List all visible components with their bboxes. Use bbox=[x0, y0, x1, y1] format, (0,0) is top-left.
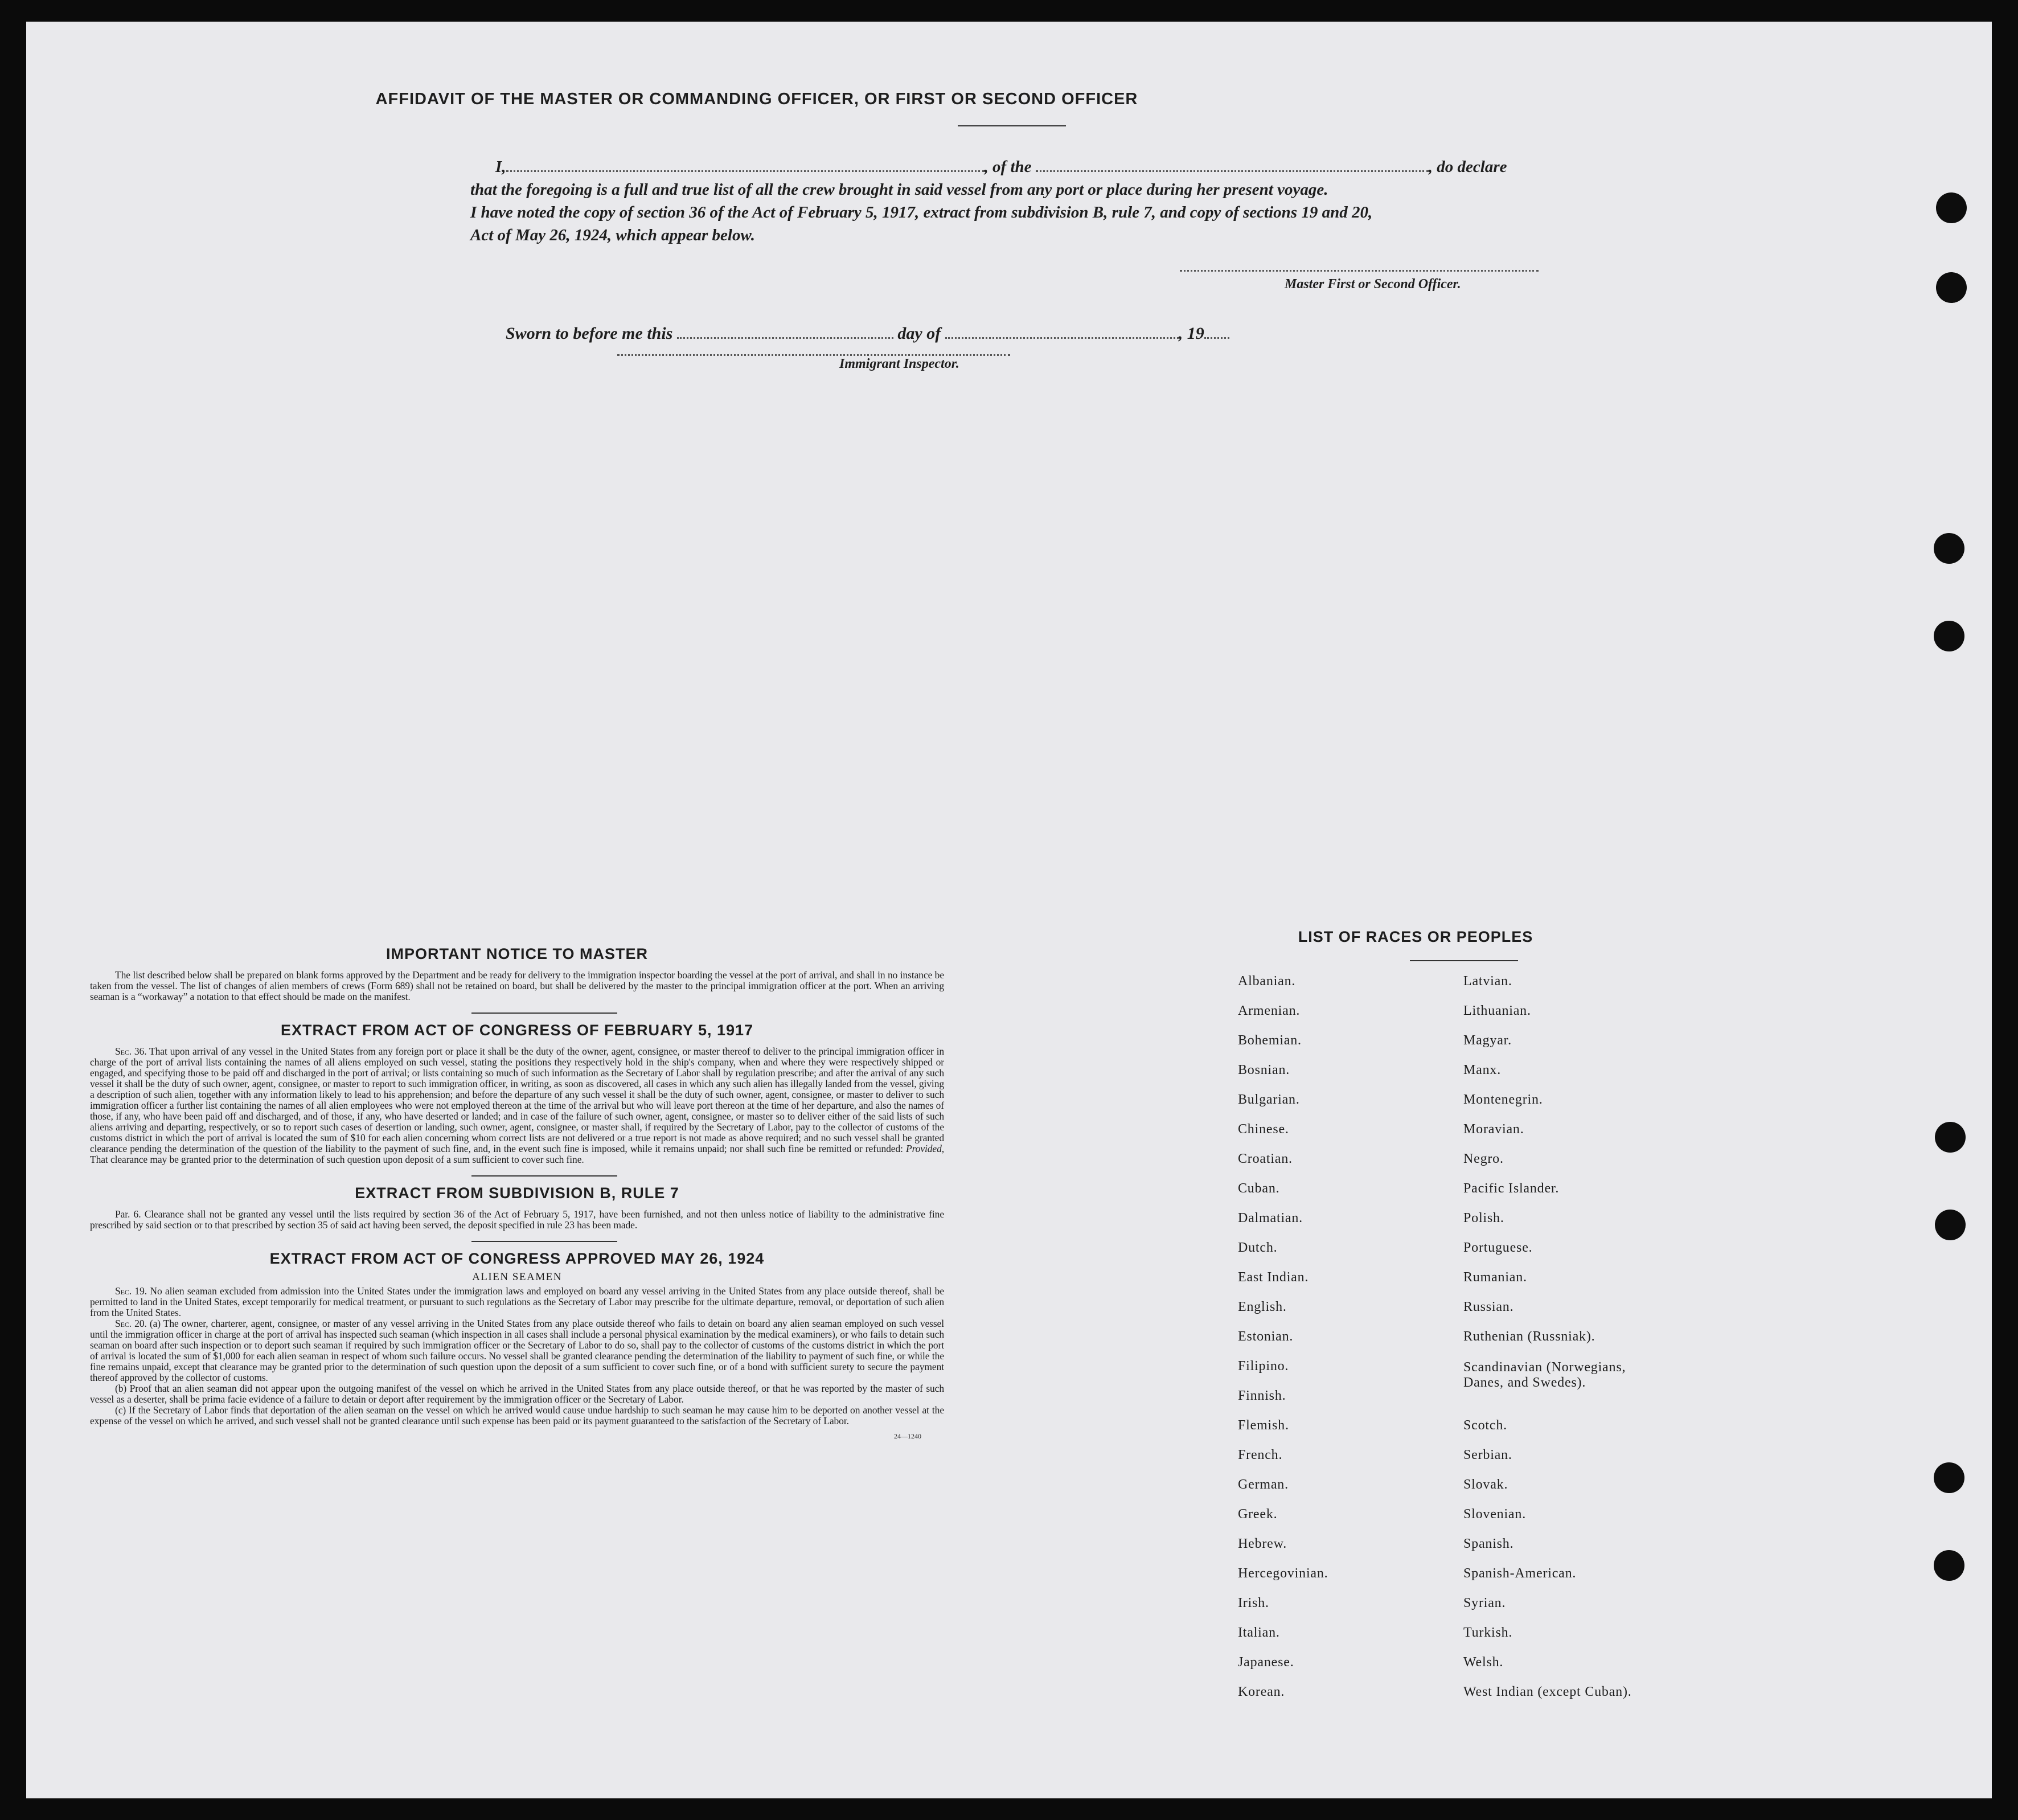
rule7-paragraph: Par. 6. Clearance shall not be granted any vessel until the lists required by section 36 of the Act of February 5, 1917, have been furnished, and not then unless notice of liability to the administrative fine prescribed by said section or to that prescribed by section 35 of said act having been served, the deposit specified in rule 23 has been made. bbox=[90, 1208, 944, 1231]
race-right: Manx. bbox=[1463, 1063, 1501, 1077]
race-right: Scandinavian (Norwegians, Danes, and Swedes). bbox=[1463, 1360, 1626, 1390]
race-right: Spanish. bbox=[1463, 1536, 1514, 1551]
race-left: Estonian. bbox=[1238, 1329, 1294, 1344]
race-left: Irish. bbox=[1238, 1596, 1269, 1610]
sec-19-label: Sec. 19. bbox=[115, 1285, 147, 1297]
races-rule bbox=[1410, 960, 1518, 961]
sec-36-text: That upon arrival of any vessel in the United States from any foreign port or place it shall be the duty of the owner, agent, consignee, or master thereof to deliver to the principal immigration officer in charge of the port of arrival lists containing the names of all aliens employed on such vessel, stating the positions they respectively hold in the ship's company, when and where they were respectively shipped or engaged, and specifying those to be paid off and discharged in the port of arrival; or lists containing so much of such information as the Secretary of Labor shall by regulation prescribe; and after the arrival of any such vessel it shall be the duty of such owner, agent, consignee, or master to report to such immigration officer, in writing, as soon as discovered, all cases in which any such alien has illegally landed from the vessel, giving a description of such alien, together with any information likely to lead to his apprehension; and before the departure of any such vessel it shall be the duty of such owner, agent, consignee, or master to deliver to such immigration officer a further list containing the names of all alien employees who were not employed thereon at the time of the arrival but who will leave port thereon at the time of her departure, and also the names of those, if any, who have been paid off and discharged, and of those, if any, who have deserted or landed; and in case of the failure of such owner, agent, consignee, or master so to deliver either of the said lists of such aliens arriving and departing, respectively, or so to report such cases of desertion or landing, such owner, agent, consignee, or master shall, if required by the Secretary of Labor, pay to the collector of customs of the customs district in which the port of arrival is located the sum of $10 for each alien concerning whom correct lists are not delivered or a true report is not made as above required; and no such vessel shall be granted clearance pending the determination of the question of the liability to the payment of such fine, and, in the event such fine is imposed, while it remains unpaid; nor shall such fine be remitted or refunded: bbox=[90, 1046, 944, 1154]
punch-hole bbox=[1934, 533, 1964, 564]
race-left: Bulgarian. bbox=[1238, 1092, 1300, 1107]
sec-36-provided: Provided, bbox=[906, 1143, 944, 1154]
race-right: Portuguese. bbox=[1463, 1240, 1533, 1255]
race-right: Syrian. bbox=[1463, 1596, 1506, 1610]
section-rule bbox=[471, 1175, 617, 1177]
race-right: Spanish-American. bbox=[1463, 1566, 1577, 1581]
sworn-day-field[interactable] bbox=[677, 320, 893, 339]
section-rule bbox=[471, 1013, 617, 1014]
inspector-label: Immigrant Inspector. bbox=[839, 356, 959, 371]
punch-hole bbox=[1934, 1462, 1964, 1493]
punch-hole bbox=[1936, 192, 1967, 223]
notice-column bbox=[90, 945, 944, 1441]
extract-rule7-title: EXTRACT FROM SUBDIVISION B, RULE 7 bbox=[355, 1184, 679, 1202]
affidavit-i-label: I, bbox=[495, 158, 506, 176]
master-name-field[interactable] bbox=[506, 154, 985, 172]
race-left: Dalmatian. bbox=[1238, 1211, 1303, 1225]
race-right: Turkish. bbox=[1463, 1625, 1513, 1640]
race-right: Magyar. bbox=[1463, 1033, 1512, 1048]
affidavit-line-3: I have noted the copy of section 36 of the Act of February 5, 1917, extract from subdivision B, rule 7, and copy of sections 19 and 20, bbox=[470, 203, 1373, 222]
sec-20-label: Sec. 20. bbox=[115, 1318, 147, 1329]
affidavit-title: AFFIDAVIT OF THE MASTER OR COMMANDING OFFICER, OR FIRST OR SECOND OFFICER bbox=[375, 90, 1138, 108]
race-right: Russian. bbox=[1463, 1300, 1514, 1314]
affidavit-declaration bbox=[470, 154, 1598, 247]
race-left: Japanese. bbox=[1238, 1655, 1294, 1670]
affidavit-of-the-label: , of the bbox=[984, 158, 1032, 176]
form-page bbox=[26, 22, 1992, 1798]
sworn-prefix: Sworn to before me this bbox=[506, 324, 673, 343]
races-title: LIST OF RACES OR PEOPLES bbox=[1298, 928, 1533, 945]
race-left: French. bbox=[1238, 1448, 1283, 1462]
affidavit-line-4: Act of May 26, 1924, which appear below. bbox=[470, 226, 755, 244]
vessel-name-field[interactable] bbox=[1036, 154, 1429, 172]
race-left: Finnish. bbox=[1238, 1388, 1286, 1403]
sworn-month-field[interactable] bbox=[945, 320, 1179, 339]
race-left: Bohemian. bbox=[1238, 1033, 1302, 1048]
race-left: Armenian. bbox=[1238, 1003, 1301, 1018]
race-left: Dutch. bbox=[1238, 1240, 1278, 1255]
extract-1924-title: EXTRACT FROM ACT OF CONGRESS APPROVED MAY 26, 1924 bbox=[269, 1250, 765, 1267]
sec-20c-text: (c) If the Secretary of Labor finds that deportation of the alien seaman on the vessel on which he arrived would cause undue hardship to such seaman he may cause him to be deported on another vessel at the expense of the vessel on which he arrived, and such vessel shall not be granted clearance until such expense has been paid or its payment guaranteed to the satisfaction of the Secretary of Labor. bbox=[90, 1404, 944, 1427]
title-rule bbox=[958, 125, 1066, 126]
extract-1924-body bbox=[90, 1286, 944, 1427]
extract-rule7-body bbox=[90, 1209, 944, 1231]
officer-signature-label: Master First or Second Officer. bbox=[1285, 277, 1461, 292]
sec-19-text: No alien seaman excluded from admission into the United States under the immigration laws and employed on board any vessel arriving in the United States from any place outside thereof, shall be permitted to land in the United States, except temporarily for medical treatment, or pursuant to such regulations as the Secretary of Labor may prescribe for the ultimate departure, removal, or deportation of such alien from the United States. bbox=[90, 1285, 944, 1318]
sec-20a-text: (a) The owner, charterer, agent, consignee, or master of any vessel arriving in the United States from any place outside thereof who fails to detain on board any alien seaman employed on such vessel until the immigration officer in charge at the port of arrival has inspected such seaman (which inspection in all cases shall include a personal physical examination by the medical examiners), or who fails to detain such seaman on board after such inspection or to deport such seaman if required by such immigration officer or the Secretary of Labor to do so, shall pay to the collector of customs of the customs district in which the port of arrival is located the sum of $1,000 for each alien seaman in respect of whom such failure occurs. No vessel shall be granted clearance pending the determination of the liability to payment of such fine, or while the fine remains unpaid, except that clearance may be granted prior to the determination of such question upon the deposit of a sum sufficient to cover such fine, or of a bond with sufficient surety to secure the payment thereof approved by the collector of customs. bbox=[90, 1318, 944, 1383]
extract-1917-title: EXTRACT FROM ACT OF CONGRESS OF FEBRUARY 5, 1917 bbox=[280, 1022, 754, 1039]
race-right: Rumanian. bbox=[1463, 1270, 1527, 1285]
affidavit-line-2: that the foregoing is a full and true list of all the crew brought in said vessel from any port or place during her present voyage. bbox=[470, 181, 1328, 199]
race-left: Italian. bbox=[1238, 1625, 1280, 1640]
punch-hole bbox=[1936, 272, 1967, 303]
punch-hole bbox=[1935, 1122, 1966, 1153]
race-right: Welsh. bbox=[1463, 1655, 1504, 1670]
race-left: Hercegovinian. bbox=[1238, 1566, 1328, 1581]
race-left: Croatian. bbox=[1238, 1151, 1293, 1166]
notice-body bbox=[90, 970, 944, 1002]
sec-20b-text: (b) Proof that an alien seaman did not appear upon the outgoing manifest of the vessel on which he arrived in the United States from any place outside thereof, or that he was reported by the master of such vessel as a deserter, shall be prima facie evidence of a failure to detain or deport after requirement by the immigration officer or the Secretary of Labor. bbox=[90, 1383, 944, 1405]
inspector-signature-line[interactable] bbox=[617, 354, 1010, 356]
section-rule bbox=[471, 1241, 617, 1242]
race-left: Albanian. bbox=[1238, 974, 1296, 989]
race-right: Polish. bbox=[1463, 1211, 1504, 1225]
race-left: Chinese. bbox=[1238, 1122, 1289, 1137]
race-left: Filipino. bbox=[1238, 1359, 1289, 1374]
officer-signature-line[interactable] bbox=[1180, 270, 1539, 272]
sec-36-tail: That clearance may be granted prior to the determination of such question upon deposit of a sum sufficient to cover such fine. bbox=[90, 1154, 584, 1165]
race-left: Cuban. bbox=[1238, 1181, 1280, 1196]
race-right: Pacific Islander. bbox=[1463, 1181, 1560, 1196]
sworn-year-field[interactable] bbox=[1204, 320, 1229, 339]
sworn-year-prefix: , 19 bbox=[1178, 324, 1204, 343]
sworn-day-of: day of bbox=[897, 324, 941, 343]
race-right: Serbian. bbox=[1463, 1448, 1512, 1462]
race-right: Latvian. bbox=[1463, 974, 1512, 989]
punch-hole bbox=[1934, 621, 1964, 651]
notice-title: IMPORTANT NOTICE TO MASTER bbox=[386, 945, 648, 962]
race-left: German. bbox=[1238, 1477, 1289, 1492]
race-left: Bosnian. bbox=[1238, 1063, 1290, 1077]
race-left: East Indian. bbox=[1238, 1270, 1309, 1285]
race-right: Negro. bbox=[1463, 1151, 1504, 1166]
race-right: Slovak. bbox=[1463, 1477, 1508, 1492]
race-left: Flemish. bbox=[1238, 1418, 1289, 1433]
race-right: Montenegrin. bbox=[1463, 1092, 1543, 1107]
race-left: English. bbox=[1238, 1300, 1287, 1314]
race-left: Greek. bbox=[1238, 1507, 1278, 1522]
form-number: 24—1240 bbox=[894, 1432, 921, 1440]
race-right: Moravian. bbox=[1463, 1122, 1524, 1137]
sworn-line bbox=[506, 320, 1229, 343]
punch-hole bbox=[1934, 1550, 1964, 1581]
race-left: Hebrew. bbox=[1238, 1536, 1287, 1551]
race-right: Slovenian. bbox=[1463, 1507, 1526, 1522]
sec-36-label: Sec. 36. bbox=[115, 1046, 147, 1057]
race-right: Lithuanian. bbox=[1463, 1003, 1531, 1018]
race-left: Korean. bbox=[1238, 1684, 1285, 1699]
race-right: West Indian (except Cuban). bbox=[1463, 1684, 1632, 1699]
alien-seamen-subtitle: ALIEN SEAMEN bbox=[472, 1271, 562, 1283]
extract-1917-body bbox=[90, 1046, 944, 1165]
race-right: Scotch. bbox=[1463, 1418, 1507, 1433]
notice-paragraph: The list described below shall be prepared on blank forms approved by the Department and be ready for delivery to the immigration inspector boarding the vessel at the port of arrival, and shall in no instance be taken from the vessel. The list of changes of alien members of crews (Form 689) shall not be retained on board, but shall be delivered by the master to the principal immigration officer at the port. When an arriving seaman is a “workaway” a notation to that effect should be made on the manifest. bbox=[90, 969, 944, 1002]
punch-hole bbox=[1935, 1210, 1966, 1240]
race-right: Ruthenian (Russniak). bbox=[1463, 1329, 1595, 1344]
affidavit-declare-label: , do declare bbox=[1428, 158, 1507, 176]
